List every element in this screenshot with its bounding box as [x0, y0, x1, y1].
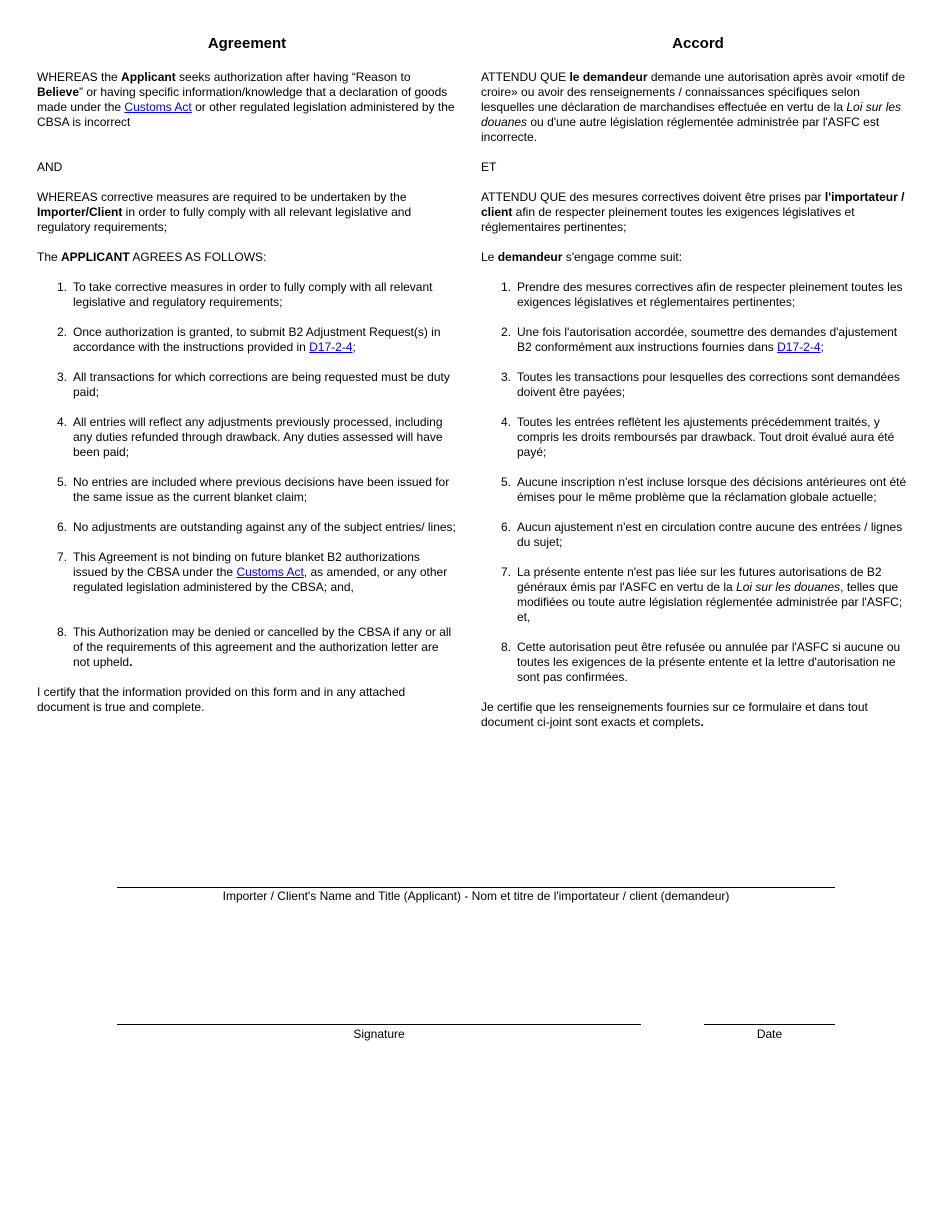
english-condition-4: 4. All entries will reflect any adjustments previously processed, including any duties refunded through drawback. Any duties assessed will have been paid;: [57, 415, 443, 459]
french-column: [481, 34, 915, 730]
french-condition-6: 6. Aucun ajustement n'est en circulation contre aucune des entrées / lignes du sujet;: [501, 520, 903, 549]
french-agrees-heading: Le demandeur s'engage comme suit:: [481, 250, 683, 264]
english-conditions-list: [37, 280, 457, 670]
french-whereas-applicant: ATTENDU QUE le demandeur demande une autorisation après avoir «motif de croire» ou avoir des renseignements / connaissances spécifiques selon lesquelles une déclaration de marchandises effectuée en vertu de la Loi sur les douanes ou d'une autre législation réglementée administrée par l'ASFC est incorrecte.: [481, 70, 905, 144]
english-title: Agreement: [207, 35, 287, 52]
french-condition-2: 2. Une fois l'autorisation accordée, soumettre des demandes d'ajustement B2 conformément aux instructions fournies dans D17-2-4;: [501, 325, 898, 354]
customs-act-link[interactable]: Customs Act: [236, 565, 304, 579]
french-title: Accord: [672, 35, 724, 52]
name-title-line[interactable]: [117, 887, 835, 888]
customs-act-link[interactable]: Customs Act: [124, 100, 192, 114]
name-title-caption: Importer / Client's Name and Title (Applicant) - Nom et titre de l'importateur / client (demandeur): [222, 889, 730, 903]
english-whereas-corrective: WHEREAS corrective measures are required to be undertaken by the Importer/Client in order to fully comply with all relevant legislative and regulatory requirements;: [37, 190, 412, 234]
english-condition-8: 8. This Authorization may be denied or cancelled by the CBSA if any or all of the requirements of this agreement and the authorization letter are not upheld.: [57, 625, 452, 669]
d17-2-4-link[interactable]: D17-2-4: [309, 340, 353, 354]
date-line[interactable]: [704, 1024, 835, 1025]
english-condition-6: 6. No adjustments are outstanding against any of the subject entries/ lines;: [57, 520, 456, 534]
d17-2-4-link[interactable]: D17-2-4: [777, 340, 821, 354]
signature-line[interactable]: [117, 1024, 641, 1025]
french-condition-1: 1. Prendre des mesures correctives afin de respecter pleinement toutes les exigences législatives et réglementaires pertinentes;: [501, 280, 903, 309]
english-whereas-applicant: WHEREAS the Applicant seeks authorization after having “Reason to Believe” or having specific information/knowledge that a declaration of goods made under the Customs Act or other regulated legislation administered by the CBSA is incorrect: [37, 70, 455, 129]
english-condition-5: 5. No entries are included where previous decisions have been issued for the same issue as the current blanket claim;: [57, 475, 450, 504]
french-condition-8: 8. Cette autorisation peut être refusée ou annulée par l'ASFC si aucune ou toutes les exigences de la présente entente et la lettre d'autorisation ne sont pas confirmées.: [501, 640, 901, 684]
english-condition-7: 7. This Agreement is not binding on future blanket B2 authorizations issued by the CBSA under the Customs Act, as amended, or any other regulated legislation administered by the CBSA; and,: [57, 550, 448, 594]
french-condition-4: 4. Toutes les entrées reflètent les ajustements précédemment traités, y compris les droits remboursés par drawback. Tout droit évalué aura été payé;: [501, 415, 895, 459]
french-certification: Je certifie que les renseignements fournies sur ce formulaire et dans tout document ci-joint sont exacts et complets.: [481, 700, 868, 729]
english-and: AND: [37, 160, 63, 174]
signature-caption: Signature: [353, 1027, 405, 1041]
french-conditions-list: [481, 280, 915, 685]
english-condition-3: 3. All transactions for which corrections are being requested must be duty paid;: [57, 370, 450, 399]
english-condition-2: 2. Once authorization is granted, to submit B2 Adjustment Request(s) in accordance with the instructions provided in D17-2-4;: [57, 325, 441, 354]
english-agrees-heading: The APPLICANT AGREES AS FOLLOWS:: [37, 250, 267, 264]
english-column: [37, 34, 457, 715]
french-and: ET: [481, 160, 497, 174]
english-condition-1: 1. To take corrective measures in order to fully comply with all relevant legislative and regulatory requirements;: [57, 280, 433, 309]
french-whereas-corrective: ATTENDU QUE des mesures correctives doivent être prises par l'importateur / client afin de respecter pleinement toutes les exigences législatives et réglementaires pertinentes;: [481, 190, 905, 234]
french-condition-7: 7. La présente entente n'est pas liée sur les futures autorisations de B2 généraux émis par l'ASFC en vertu de la Loi sur les douanes, telles que modifiées ou toute autre législation réglementée administrée par l'ASFC; et,: [501, 565, 903, 624]
french-condition-3: 3. Toutes les transactions pour lesquelles des corrections sont demandées doivent être payées;: [501, 370, 900, 399]
date-caption: Date: [756, 1027, 783, 1041]
english-certification: I certify that the information provided on this form and in any attached document is true and complete.: [37, 685, 406, 714]
french-condition-5: 5. Aucune inscription n'est incluse lorsque des décisions antérieures ont été émises pour le même problème que la réclamation globale actuelle;: [501, 475, 907, 504]
